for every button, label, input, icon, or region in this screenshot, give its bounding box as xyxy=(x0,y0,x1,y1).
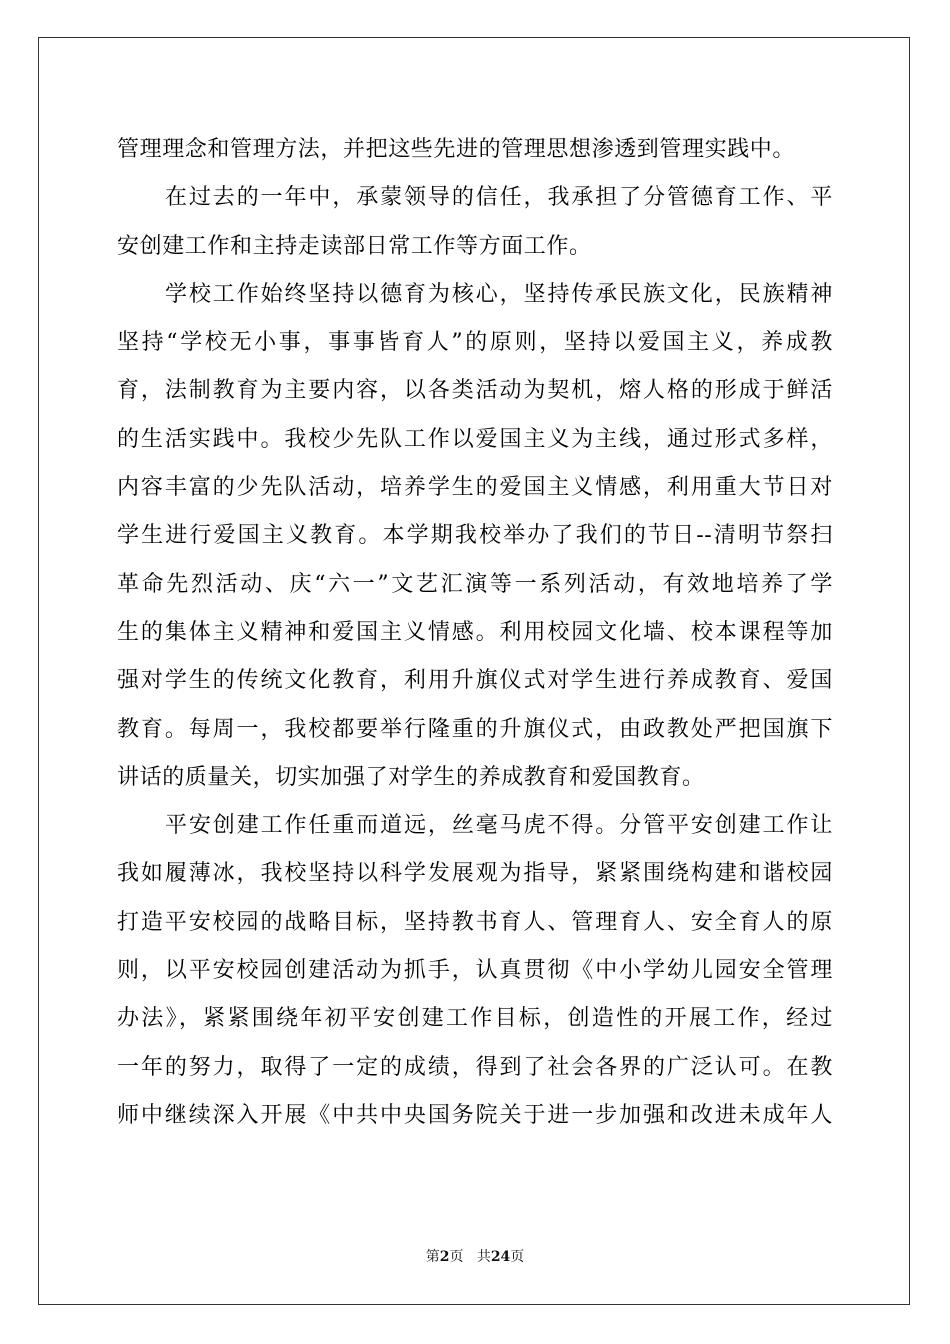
page-prefix: 第 xyxy=(425,1249,440,1265)
page-suffix: 页 xyxy=(449,1249,464,1265)
text-line: 强对学生的传统文化教育，利用升旗仪式对学生进行养成教育、爱国 xyxy=(117,668,833,694)
total-suffix: 页 xyxy=(510,1249,525,1265)
text-line: 师中继续深入开展《中共中央国务院关于进一步加强和改进未成年人 xyxy=(117,1102,833,1128)
text-line: 我如履薄冰，我校坚持以科学发展观为指导，紧紧围绕构建和谐校园 xyxy=(117,861,833,887)
text-line: 管理理念和管理方法，并把这些先进的管理思想渗透到管理实践中。 xyxy=(117,137,796,162)
text-line: 革命先烈活动、庆“六一”文艺汇演等一系列活动，有效地培养了学 xyxy=(117,571,833,597)
text-line: 的生活实践中。我校少先队工作以爱国主义为主线，通过形式多样， xyxy=(117,426,833,452)
total-prefix: 共 xyxy=(476,1249,491,1265)
text-line: 一年的努力，取得了一定的成绩，得到了社会各界的广泛认可。在教 xyxy=(117,1054,833,1080)
text-line: 平安创建工作任重而道远，丝毫马虎不得。分管平安创建工作让 xyxy=(165,813,833,839)
page-number: 2 xyxy=(439,1249,450,1265)
document-body xyxy=(117,126,833,1140)
text-line: 教育。每周一，我校都要举行隆重的升旗仪式，由政教处严把国旗下 xyxy=(117,716,833,742)
text-line: 办法》，紧紧围绕年初平安创建工作目标，创造性的开展工作，经过 xyxy=(117,1006,833,1032)
text-line: 安创建工作和主持走读部日常工作等方面工作。 xyxy=(117,233,592,259)
page-footer xyxy=(0,1246,950,1266)
text-line: 学校工作始终坚持以德育为核心，坚持传承民族文化，民族精神 xyxy=(165,281,833,307)
text-line: 讲话的质量关，切实加强了对学生的养成教育和爱国教育。 xyxy=(117,764,705,790)
text-line: 育，法制教育为主要内容，以各类活动为契机，熔人格的形成于鲜活 xyxy=(117,378,833,404)
text-line: 坚持“学校无小事，事事皆育人”的原则，坚持以爱国主义，养成教 xyxy=(117,330,833,356)
text-line: 内容丰富的少先队活动，培养学生的爱国主义情感，利用重大节日对 xyxy=(117,475,833,501)
text-line: 在过去的一年中，承蒙领导的信任，我承担了分管德育工作、平 xyxy=(165,185,833,211)
text-line: 则，以平安校园创建活动为抓手，认真贯彻《中小学幼儿园安全管理 xyxy=(117,958,833,984)
text-line: 打造平安校园的战略目标，坚持教书育人、管理育人、安全育人的原 xyxy=(117,909,833,935)
text-line: 生的集体主义精神和爱国主义情感。利用校园文化墙、校本课程等加 xyxy=(117,619,833,645)
total-pages: 24 xyxy=(490,1249,511,1265)
text-line: 学生进行爱国主义教育。本学期我校举办了我们的节日--清明节祭扫 xyxy=(117,523,833,549)
